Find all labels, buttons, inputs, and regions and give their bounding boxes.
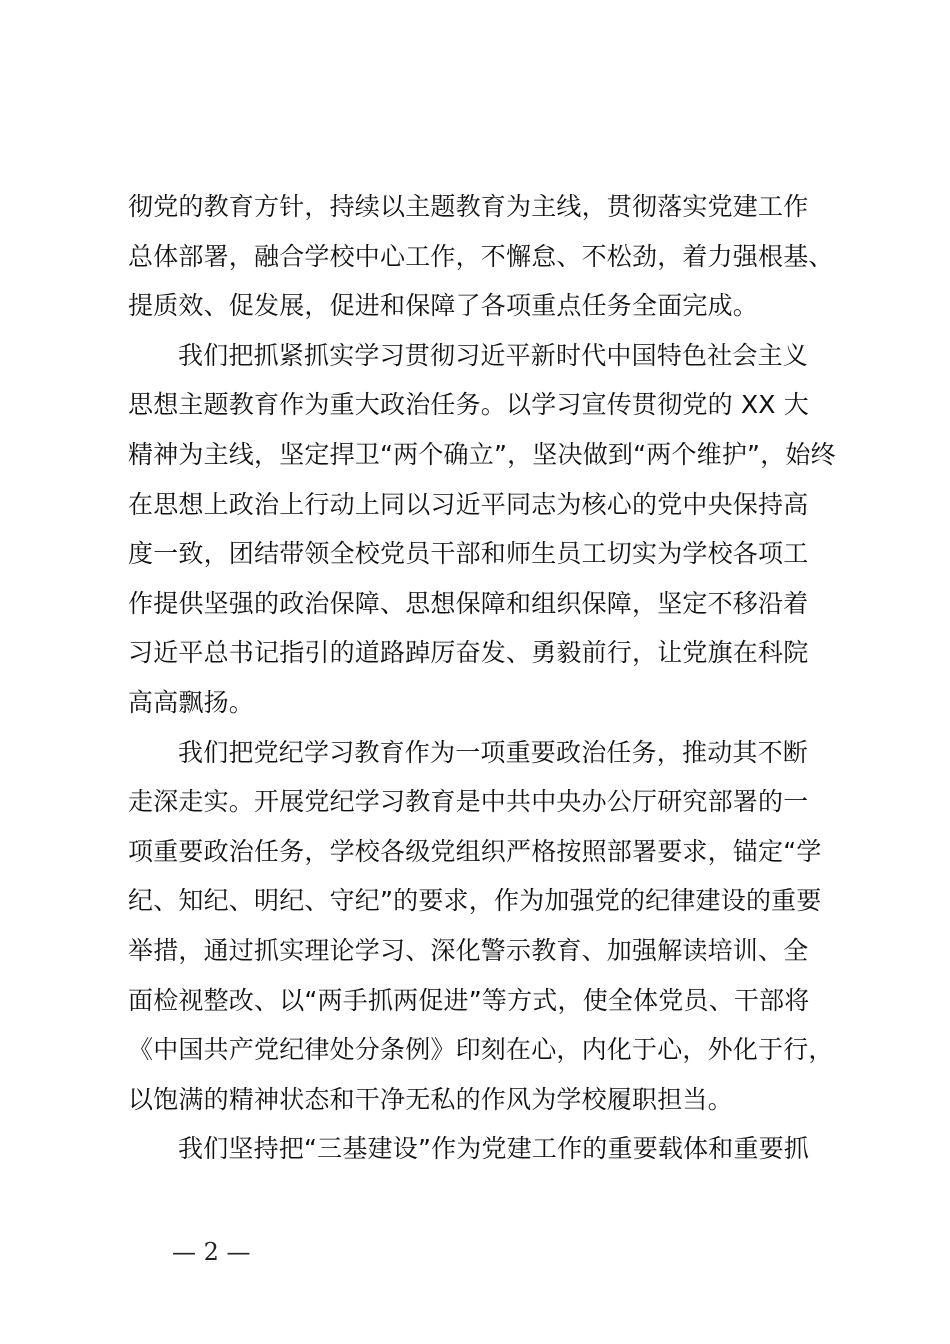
text-line: 我们把党纪学习教育作为一项重要政治任务，推动其不断: [178, 737, 809, 767]
text-line: 项重要政治任务，学校各级党组织严格按照部署要求，锚定“学: [128, 836, 822, 866]
text-line: 纪、知纪、明纪、守纪”的要求，作为加强党的纪律建设的重要: [128, 886, 822, 916]
text-line: 提质效、促发展，促进和保障了各项重点任务全面完成。: [128, 291, 759, 321]
text-line: 举措，通过抓实理论学习、深化警示教育、加强解读培训、全: [128, 935, 809, 965]
text-line: 在思想上政治上行动上同以习近平同志为核心的党中央保持高: [128, 489, 809, 519]
text-line: 思想主题教育作为重大政治任务。以学习宣传贯彻党的 XX 大: [128, 390, 809, 420]
page-number: — 2 —: [172, 1238, 251, 1266]
body-text: [128, 182, 853, 1174]
text-line: 度一致，团结带领全校党员干部和师生员工切实为学校各项工: [128, 539, 809, 569]
text-line: 总体部署，融合学校中心工作，不懈怠、不松劲，着力强根基、: [128, 241, 834, 271]
text-line: 高高飘扬。: [128, 687, 255, 717]
text-line: 《中国共产党纪律处分条例》印刻在心，内化于心，外化于行，: [128, 1035, 834, 1065]
text-line: 我们坚持把“三基建设”作为党建工作的重要载体和重要抓: [178, 1134, 810, 1164]
text-line: 走深走实。开展党纪学习教育是中共中央办公厅研究部署的一: [128, 787, 809, 817]
text-line: 彻党的教育方针，持续以主题教育为主线，贯彻落实党建工作: [128, 192, 809, 221]
text-line: 我们把抓紧抓实学习贯彻习近平新时代中国特色社会主义: [178, 340, 809, 370]
text-line: 习近平总书记指引的道路踔厉奋发、勇毅前行，让党旗在科院: [128, 638, 809, 668]
text-line: 以饱满的精神状态和干净无私的作风为学校履职担当。: [128, 1084, 733, 1114]
text-line: 精神为主线，坚定捍卫“两个确立”，坚决做到“两个维护”，始终: [128, 439, 836, 469]
text-line: 作提供坚强的政治保障、思想保障和组织保障，坚定不移沿着: [128, 588, 809, 618]
text-line: 面检视整改、以“两手抓两促进”等方式，使全体党员、干部将: [128, 985, 810, 1015]
